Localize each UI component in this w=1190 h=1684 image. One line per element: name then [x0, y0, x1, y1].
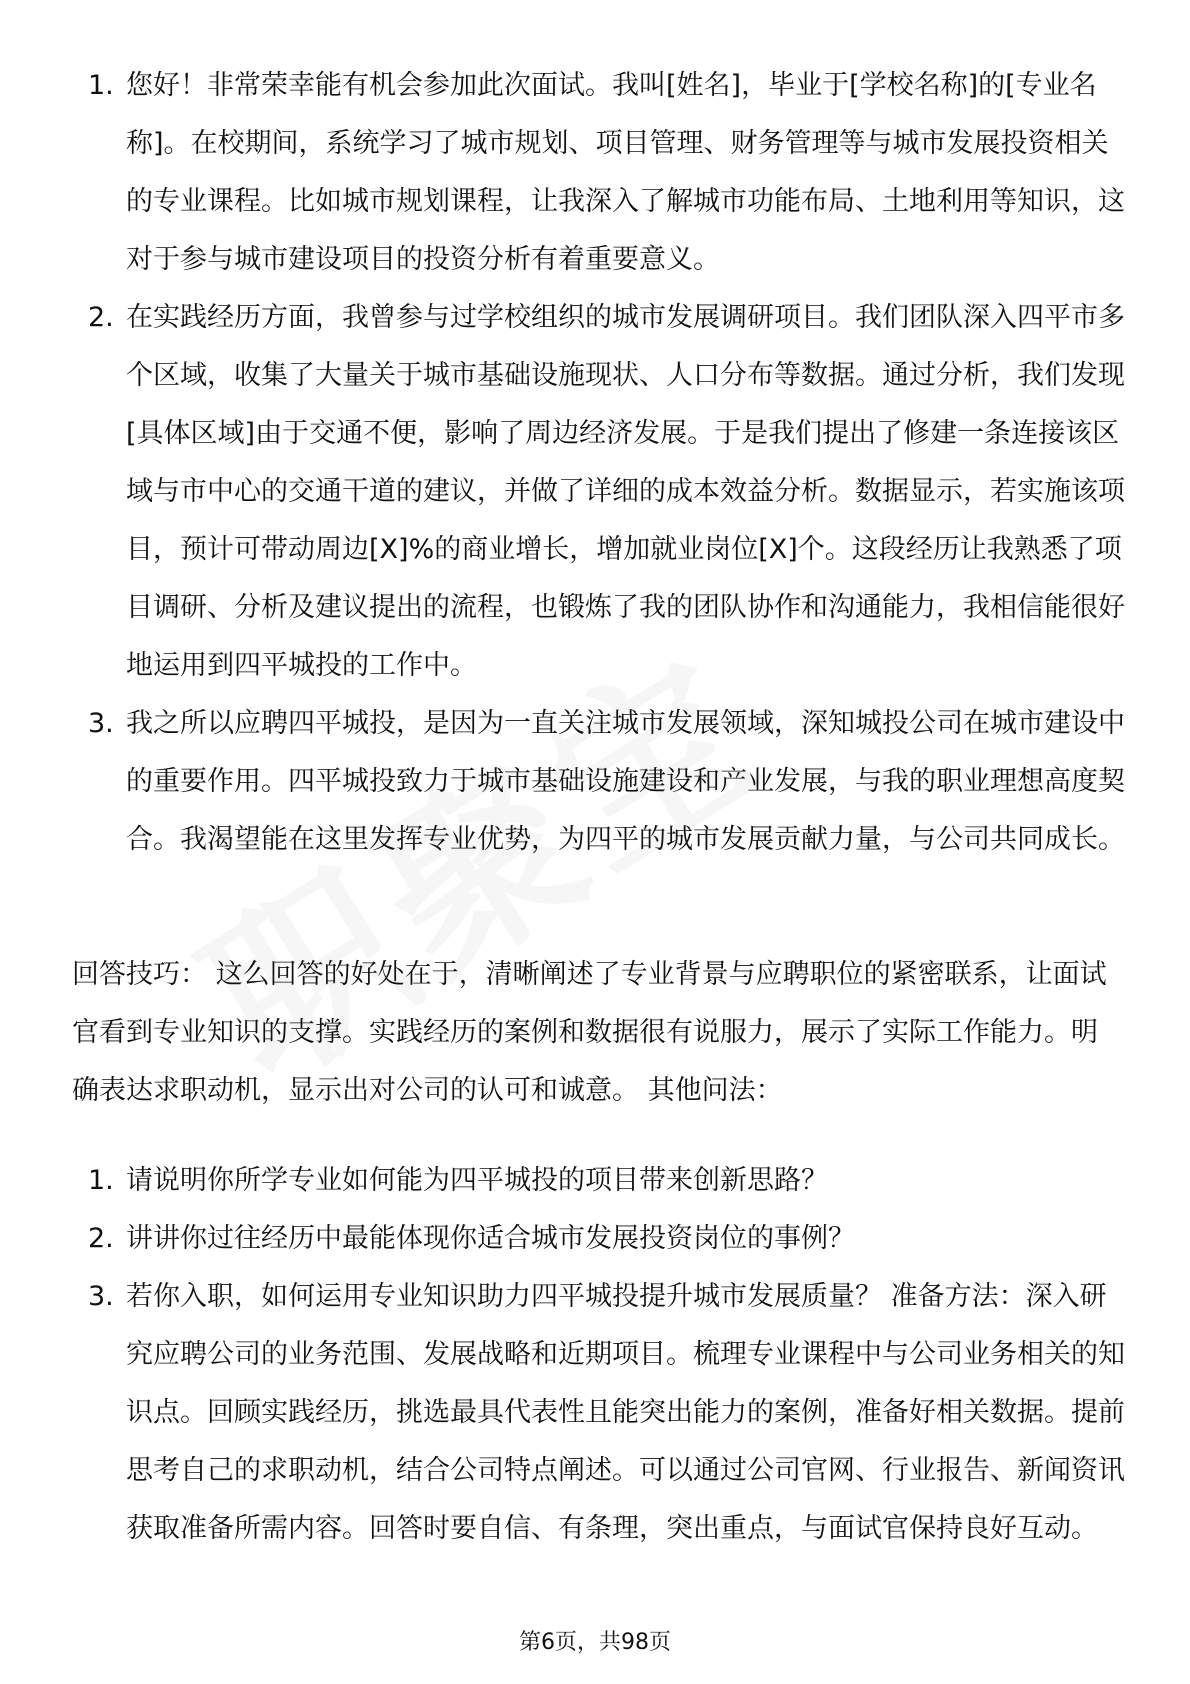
list-item-number: 1. — [88, 1165, 114, 1196]
list-item — [88, 1210, 1128, 1268]
list-item — [88, 1152, 1128, 1210]
list-item-text: 若你入职，如何运用专业知识助力四平城投提升城市发展质量？ 准备方法：深入研究应聘公司的业务范围、发展战略和近期项目。梳理专业课程中与公司业务相关的知识点。回顾实践经历，挑选最具代表性且能突出能力的案例，准备好相关数据。提前思考自己的求职动机，结合公司特点阐述。可以通过公司官网、行业报告、新闻资讯获取准备所需内容。回答时要自信、有条理，突出重点，与面试官保持良好互动。 — [126, 1281, 1125, 1544]
list-item — [88, 57, 1128, 289]
list-item — [88, 695, 1128, 869]
list-item-number: 1. — [88, 70, 114, 101]
list-item-number: 2. — [88, 1223, 114, 1254]
list-item-text: 在实践经历方面，我曾参与过学校组织的城市发展调研项目。我们团队深入四平市多个区域，收集了大量关于城市基础设施现状、人口分布等数据。通过分析，我们发现[具体区域]由于交通不便，影响了周边经济发展。于是我们提出了修建一条连接该区域与市中心的交通干道的建议，并做了详细的成本效益分析。数据显示，若实施该项目，预计可带动周边[X]%的商业增长，增加就业岗位[X]个。这段经历让我熟悉了项目调研、分析及建议提出的流程，也锻炼了我的团队协作和沟通能力，我相信能很好地运用到四平城投的工作中。 — [126, 302, 1125, 681]
list-item-text: 讲讲你过往经历中最能体现你适合城市发展投资岗位的事例？ — [126, 1223, 855, 1254]
answer-list — [88, 57, 1128, 869]
list-item-text: 我之所以应聘四平城投，是因为一直关注城市发展领域，深知城投公司在城市建设中的重要作用。四平城投致力于城市基础设施建设和产业发展，与我的职业理想高度契合。我渴望能在这里发挥专业优势，为四平的城市发展贡献力量，与公司共同成长。 — [126, 708, 1125, 855]
list-item-number: 3. — [88, 1281, 114, 1312]
list-item-number: 3. — [88, 708, 114, 739]
list-item-number: 2. — [88, 302, 114, 333]
answer-tips-paragraph: 回答技巧： 这么回答的好处在于，清晰阐述了专业背景与应聘职位的紧密联系，让面试官看到专业知识的支撑。实践经历的案例和数据很有说服力，展示了实际工作能力。明确表达求职动机，显示出对公司的认可和诚意。 其他问法： — [72, 959, 1107, 1106]
list-item-text: 您好！非常荣幸能有机会参加此次面试。我叫[姓名]，毕业于[学校名称]的[专业名称]。在校期间，系统学习了城市规划、项目管理、财务管理等与城市发展投资相关的专业课程。比如城市规划课程，让我深入了解城市功能布局、土地利用等知识，这对于参与城市建设项目的投资分析有着重要意义。 — [126, 70, 1125, 275]
list-item — [88, 1268, 1128, 1558]
list-item — [88, 289, 1128, 695]
page-number-footer: 第6页，共98页 — [519, 1630, 671, 1655]
list-item-text: 请说明你所学专业如何能为四平城投的项目带来创新思路？ — [126, 1165, 828, 1196]
alternative-questions-list — [88, 1152, 1128, 1558]
